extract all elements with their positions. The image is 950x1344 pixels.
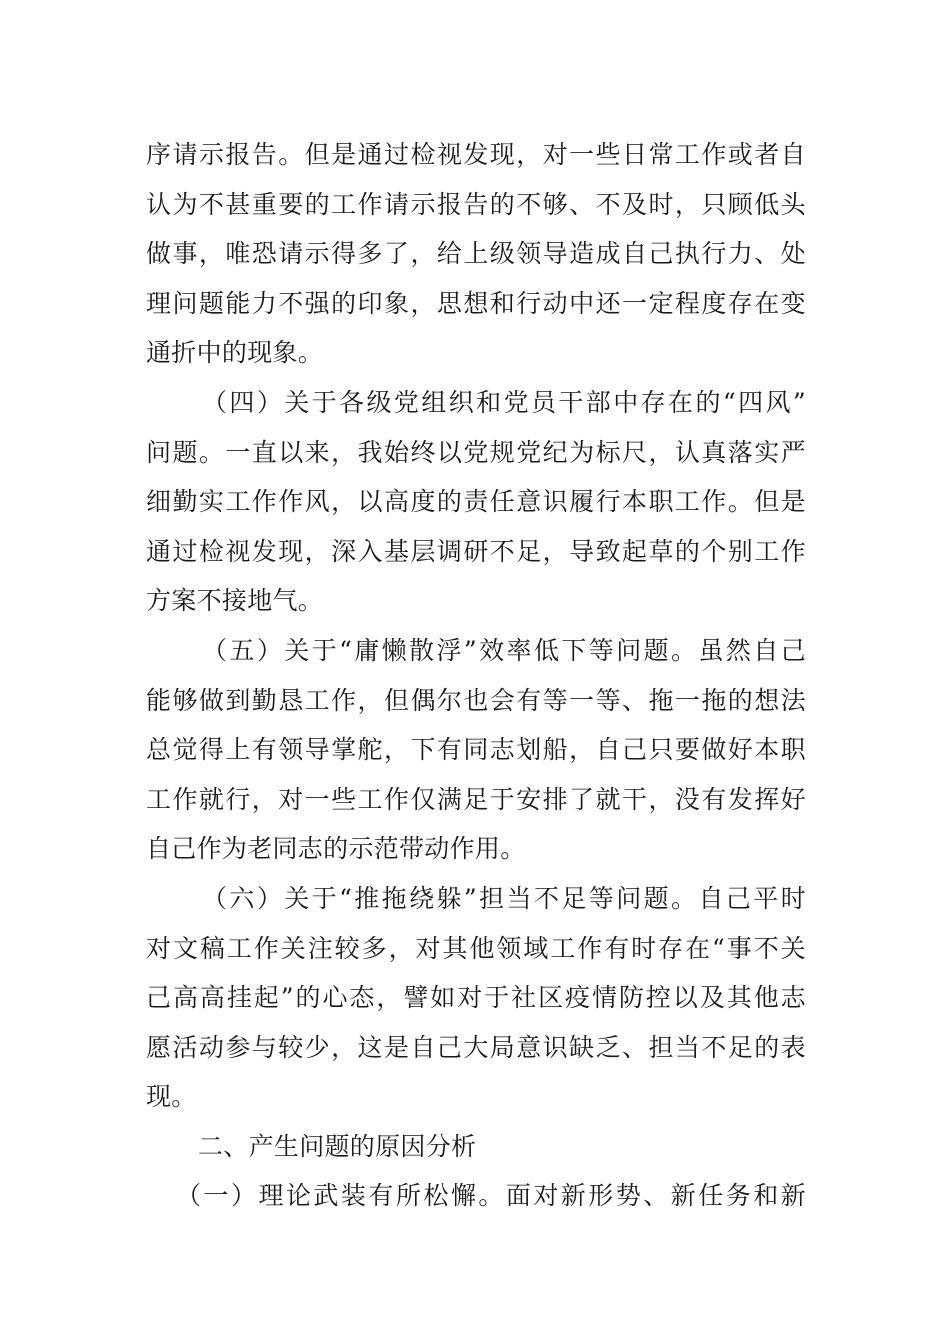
section-heading-6: （六）关于“推拖绕躲”担当不足等问题。自己平时 xyxy=(202,883,806,913)
text-line: 通折中的现象。 xyxy=(146,338,324,368)
text-line: 方案不接地气。 xyxy=(146,586,324,616)
text-line: 能够做到勤恳工作，但偶尔也会有等一等、拖一拖的想法 xyxy=(146,685,806,715)
text-line: 序请示报告。但是通过检视发现，对一些日常工作或者自 xyxy=(146,140,806,169)
text-line: 理问题能力不强的印象，思想和行动中还一定程度存在变 xyxy=(146,288,806,318)
text-line: 做事，唯恐请示得多了，给上级领导造成自己执行力、处 xyxy=(146,239,806,269)
text-line: 细勤实工作作风，以高度的责任意识履行本职工作。但是 xyxy=(146,487,806,517)
text-line: 自己作为老同志的示范带动作用。 xyxy=(146,834,526,864)
section-heading-2-1: （一）理论武装有所松懈。面对新形势、新任务和新 xyxy=(176,1181,806,1211)
text-line: 愿活动参与较少，这是自己大局意识缺乏、担当不足的表 xyxy=(146,1032,806,1062)
document-body xyxy=(146,130,806,1221)
text-line: 现。 xyxy=(146,1082,197,1112)
text-line: 通过检视发现，深入基层调研不足，导致起草的个别工作 xyxy=(146,536,806,566)
text-line: 总觉得上有领导掌舵，下有同志划船，自己只要做好本职 xyxy=(146,735,806,765)
chapter-heading-2: 二、产生问题的原因分析 xyxy=(198,1131,477,1161)
text-line: 工作就行，对一些工作仅满足于安排了就干，没有发挥好 xyxy=(146,784,806,814)
section-heading-5: （五）关于“庸懒散浮”效率低下等问题。虽然自己 xyxy=(202,635,806,665)
section-heading-4: （四）关于各级党组织和党员干部中存在的“四风” xyxy=(202,387,806,417)
text-line: 对文稿工作关注较多，对其他领域工作有时存在“事不关 xyxy=(146,933,806,963)
text-line: 认为不甚重要的工作请示报告的不够、不及时，只顾低头 xyxy=(146,189,806,219)
text-line: 问题。一直以来，我始终以党规党纪为标尺，认真落实严 xyxy=(146,437,806,467)
text-line: 己高高挂起”的心态，譬如对于社区疫情防控以及其他志 xyxy=(146,983,806,1013)
